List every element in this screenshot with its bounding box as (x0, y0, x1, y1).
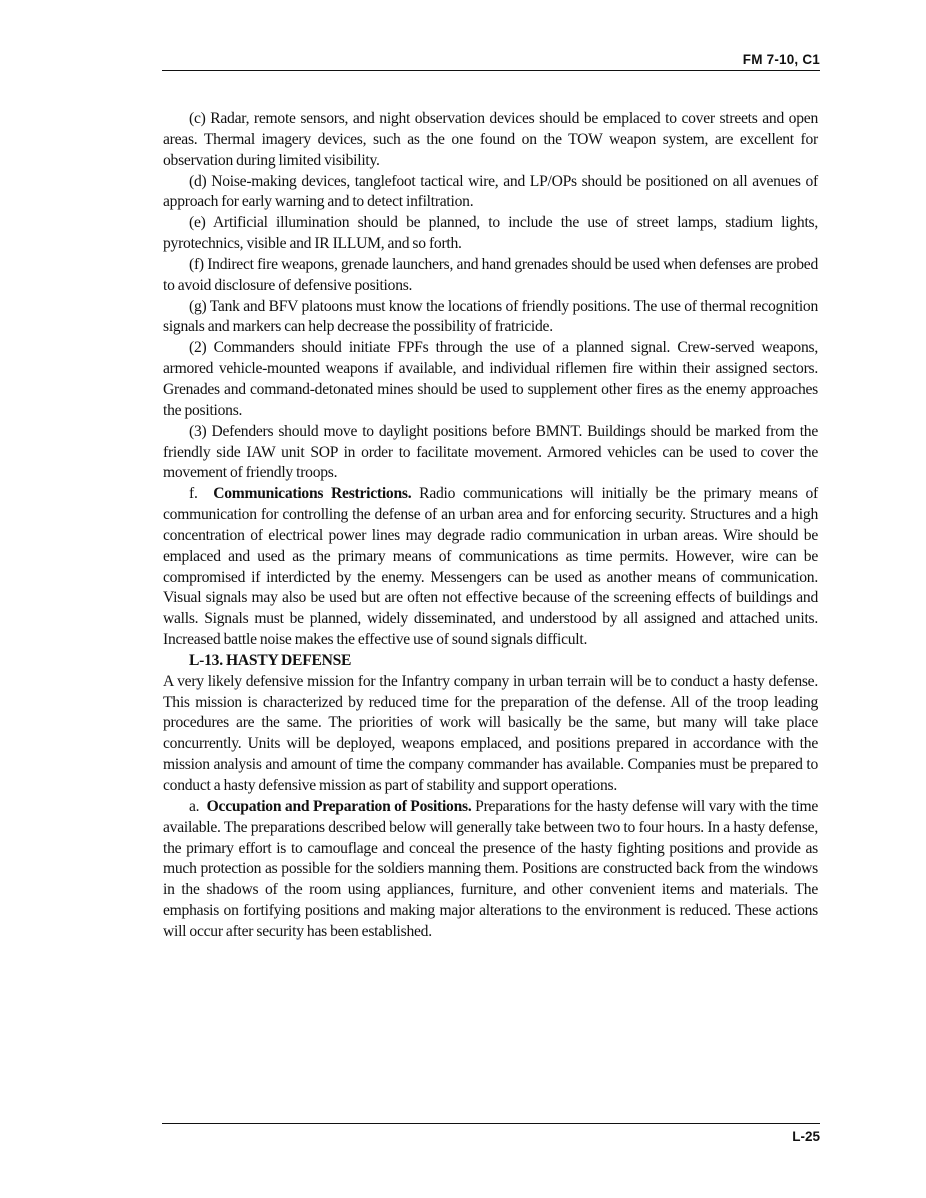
publication-id: FM 7-10, C1 (742, 52, 820, 67)
paragraph-e: (e) Artificial illumination should be planned, to include the use of street lamps, stadium lights, pyrotechnics, visible and IR ILLUM, and so forth. (163, 214, 818, 253)
paragraph-a-occupation (163, 797, 818, 943)
footer-rule (162, 1123, 820, 1124)
paragraph-f-communications (163, 484, 818, 651)
paragraph-label: f. (189, 485, 198, 503)
paragraph-c: (c) Radar, remote sensors, and night observation devices should be emplaced to cover streets and open areas. Thermal imagery devices, such as the one found on the TOW weapon system, are excellent for observation during limited visibility. (163, 110, 818, 169)
paragraph-title: Occupation and Preparation of Positions. (206, 797, 472, 815)
paragraph-title: Communications Restrictions. (213, 485, 412, 503)
paragraph-3: (3) Defenders should move to daylight positions before BMNT. Buildings should be marked from the friendly side IAW unit SOP in order to facilitate movement. Armored vehicles can be used to cover the movement of friendly troops. (163, 422, 818, 482)
paragraph-text: Radio communications will initially be the primary means of communication for controlling the defense of an urban area and for enforcing security. Structures and a high concentration of electrical power lines may degrade radio communication in urban areas. Wire should be emplaced and used as the primary means of communications as time permits. However, wire can be compromised if interdicted by the enemy. Messengers can be used as another means of communication. Visual signals may also be used but are often not effective because of the screening effects of buildings and walls. Signals must be planned, widely disseminated, and understood by all assigned and attached units. Increased battle noise makes the effective use of sound signals difficult. (163, 485, 818, 649)
section-heading (163, 651, 818, 672)
paragraph-d: (d) Noise-making devices, tanglefoot tactical wire, and LP/OPs should be positioned on all avenues of approach for early warning and to detect infiltration. (163, 172, 818, 211)
section-intro: A very likely defensive mission for the Infantry company in urban terrain will be to conduct a hasty defense. This mission is characterized by reduced time for the preparation of the defense. All of the troop leading procedures are the same. The priorities of work will basically be the same, but many will take place concurrently. Units will be deployed, weapons emplaced, and positions prepared in accordance with the mission analysis and amount of time the company commander has available. Companies must be prepared to conduct a hasty defensive mission as part of stability and support operations. (163, 672, 818, 794)
header-rule (162, 70, 820, 71)
paragraph-2: (2) Commanders should initiate FPFs through the use of a planned signal. Crew-served weapons, armored vehicle-mounted weapons if available, and individual riflemen fire within their assigned sectors. Grenades and command-detonated mines should be used to supplement other fires as the enemy approaches the positions. (163, 339, 818, 419)
paragraph-label: a. (189, 797, 200, 815)
paragraph-text: Preparations for the hasty defense will vary with the time available. The preparations described below will generally take between two to four hours. In a hasty defense, the primary effort is to camouflage and conceal the presence of the hasty fighting positions and provide as much protection as possible for the soldiers manning them. Positions are constructed back from the windows in the shadows of the room using appliances, furniture, and other convenient items and materials. The emphasis on fortifying positions and making major alterations to the environment is reduced. These actions will occur after security has been established. (163, 797, 818, 940)
paragraph-g: (g) Tank and BFV platoons must know the locations of friendly positions. The use of thermal recognition signals and markers can help decrease the possibility of fratricide. (163, 297, 818, 336)
paragraph-f-sub: (f) Indirect fire weapons, grenade launchers, and hand grenades should be used when defenses are probed to avoid disclosure of defensive positions. (163, 255, 818, 294)
page-number: L-25 (792, 1129, 820, 1144)
page-body (163, 109, 818, 943)
section-heading-text: L-13. HASTY DEFENSE (189, 651, 352, 669)
